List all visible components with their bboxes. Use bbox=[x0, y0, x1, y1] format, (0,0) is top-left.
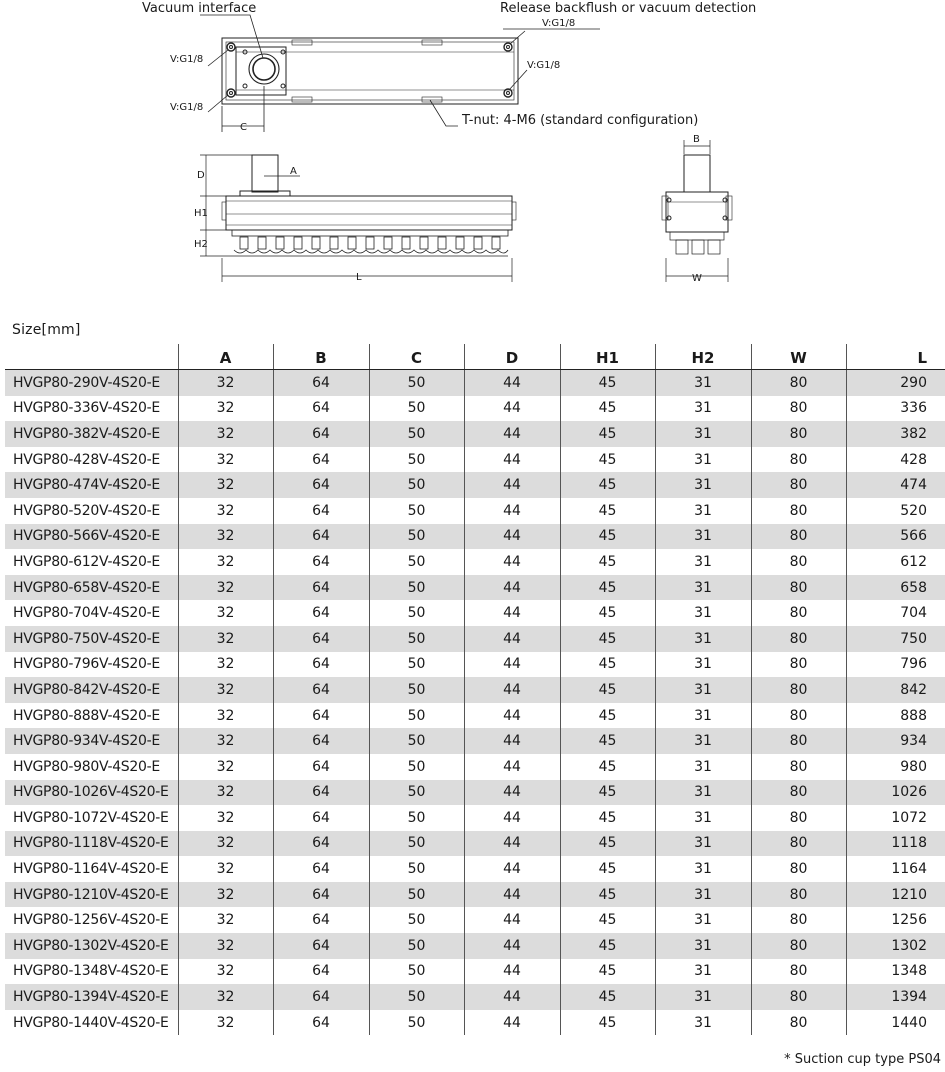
value-cell: 32 bbox=[178, 447, 273, 473]
value-cell: 44 bbox=[464, 652, 560, 678]
value-cell: 80 bbox=[751, 447, 846, 473]
vg-left-bottom-label: V:G1/8 bbox=[170, 102, 204, 113]
table-row bbox=[5, 933, 945, 959]
value-cell: 31 bbox=[655, 907, 751, 933]
value-cell: 64 bbox=[273, 600, 369, 626]
value-cell: 336 bbox=[846, 396, 945, 422]
value-cell: 64 bbox=[273, 677, 369, 703]
table-row bbox=[5, 856, 945, 882]
value-cell: 80 bbox=[751, 728, 846, 754]
value-cell: 888 bbox=[846, 703, 945, 729]
value-cell: 44 bbox=[464, 882, 560, 908]
value-cell: 50 bbox=[369, 370, 464, 396]
value-cell: 44 bbox=[464, 472, 560, 498]
table-row bbox=[5, 549, 945, 575]
value-cell: 44 bbox=[464, 600, 560, 626]
model-cell: HVGP80-1440V-4S20-E bbox=[13, 1014, 169, 1031]
spec-table bbox=[5, 344, 945, 1035]
value-cell: 64 bbox=[273, 1010, 369, 1036]
value-cell: 45 bbox=[560, 1010, 655, 1036]
value-cell: 45 bbox=[560, 780, 655, 806]
value-cell: 32 bbox=[178, 907, 273, 933]
table-row bbox=[5, 472, 945, 498]
value-cell: 64 bbox=[273, 652, 369, 678]
value-cell: 566 bbox=[846, 524, 945, 550]
table-row bbox=[5, 780, 945, 806]
value-cell: 44 bbox=[464, 549, 560, 575]
value-cell: 80 bbox=[751, 626, 846, 652]
value-cell: 64 bbox=[273, 907, 369, 933]
value-cell: 31 bbox=[655, 959, 751, 985]
table-row bbox=[5, 805, 945, 831]
value-cell: 80 bbox=[751, 549, 846, 575]
value-cell: 32 bbox=[178, 498, 273, 524]
value-cell: 44 bbox=[464, 524, 560, 550]
value-cell: 31 bbox=[655, 882, 751, 908]
value-cell: 50 bbox=[369, 524, 464, 550]
value-cell: 80 bbox=[751, 933, 846, 959]
value-cell: 64 bbox=[273, 984, 369, 1010]
table-row bbox=[5, 396, 945, 422]
value-cell: 32 bbox=[178, 780, 273, 806]
value-cell: 1072 bbox=[846, 805, 945, 831]
front-view bbox=[222, 155, 516, 236]
value-cell: 80 bbox=[751, 600, 846, 626]
value-cell: 44 bbox=[464, 1010, 560, 1036]
column-header: A bbox=[178, 344, 273, 370]
value-cell: 50 bbox=[369, 703, 464, 729]
value-cell: 50 bbox=[369, 396, 464, 422]
value-cell: 31 bbox=[655, 805, 751, 831]
value-cell: 44 bbox=[464, 626, 560, 652]
model-cell: HVGP80-888V-4S20-E bbox=[13, 707, 160, 724]
value-cell: 31 bbox=[655, 780, 751, 806]
value-cell: 80 bbox=[751, 1010, 846, 1036]
value-cell: 31 bbox=[655, 754, 751, 780]
value-cell: 50 bbox=[369, 447, 464, 473]
value-cell: 31 bbox=[655, 728, 751, 754]
value-cell: 64 bbox=[273, 703, 369, 729]
value-cell: 32 bbox=[178, 626, 273, 652]
value-cell: 64 bbox=[273, 575, 369, 601]
table-row bbox=[5, 626, 945, 652]
column-header bbox=[5, 344, 178, 370]
value-cell: 44 bbox=[464, 959, 560, 985]
model-cell: HVGP80-428V-4S20-E bbox=[13, 451, 160, 468]
column-header: W bbox=[751, 344, 846, 370]
table-row bbox=[5, 959, 945, 985]
value-cell: 50 bbox=[369, 780, 464, 806]
value-cell: 45 bbox=[560, 472, 655, 498]
value-cell: 45 bbox=[560, 831, 655, 857]
value-cell: 382 bbox=[846, 421, 945, 447]
table-row bbox=[5, 370, 945, 396]
table-row bbox=[5, 882, 945, 908]
value-cell: 45 bbox=[560, 498, 655, 524]
column-header: C bbox=[369, 344, 464, 370]
value-cell: 45 bbox=[560, 754, 655, 780]
model-cell: HVGP80-1210V-4S20-E bbox=[5, 882, 178, 908]
model-cell: HVGP80-1256V-4S20-E bbox=[13, 912, 169, 929]
side-view bbox=[662, 140, 732, 282]
value-cell: 44 bbox=[464, 421, 560, 447]
value-cell: 32 bbox=[178, 856, 273, 882]
value-cell: 32 bbox=[178, 472, 273, 498]
value-cell: 44 bbox=[464, 856, 560, 882]
value-cell: 428 bbox=[846, 447, 945, 473]
value-cell: 64 bbox=[273, 856, 369, 882]
value-cell: 50 bbox=[369, 933, 464, 959]
table-row bbox=[5, 754, 945, 780]
value-cell: 44 bbox=[464, 728, 560, 754]
value-cell: 45 bbox=[560, 703, 655, 729]
value-cell: 45 bbox=[560, 626, 655, 652]
value-cell: 31 bbox=[655, 1010, 751, 1036]
value-cell: 31 bbox=[655, 524, 751, 550]
value-cell: 474 bbox=[846, 472, 945, 498]
value-cell: 80 bbox=[751, 524, 846, 550]
value-cell: 45 bbox=[560, 933, 655, 959]
value-cell: 32 bbox=[178, 421, 273, 447]
model-cell: HVGP80-934V-4S20-E bbox=[5, 728, 178, 754]
value-cell: 45 bbox=[560, 907, 655, 933]
model-cell: HVGP80-1164V-4S20-E bbox=[13, 861, 169, 878]
value-cell: 704 bbox=[846, 600, 945, 626]
value-cell: 1026 bbox=[846, 780, 945, 806]
value-cell: 32 bbox=[178, 370, 273, 396]
value-cell: 50 bbox=[369, 1010, 464, 1036]
value-cell: 32 bbox=[178, 882, 273, 908]
value-cell: 64 bbox=[273, 959, 369, 985]
value-cell: 64 bbox=[273, 396, 369, 422]
value-cell: 44 bbox=[464, 907, 560, 933]
value-cell: 44 bbox=[464, 396, 560, 422]
value-cell: 32 bbox=[178, 805, 273, 831]
table-row bbox=[5, 677, 945, 703]
model-cell: HVGP80-842V-4S20-E bbox=[5, 677, 178, 703]
value-cell: 44 bbox=[464, 575, 560, 601]
corner-ports bbox=[227, 43, 512, 97]
value-cell: 50 bbox=[369, 959, 464, 985]
value-cell: 31 bbox=[655, 703, 751, 729]
value-cell: 32 bbox=[178, 984, 273, 1010]
suction-cups bbox=[232, 237, 508, 256]
value-cell: 44 bbox=[464, 754, 560, 780]
value-cell: 31 bbox=[655, 421, 751, 447]
value-cell: 64 bbox=[273, 549, 369, 575]
value-cell: 64 bbox=[273, 831, 369, 857]
table-row bbox=[5, 498, 945, 524]
model-cell: HVGP80-290V-4S20-E bbox=[5, 370, 178, 396]
tnut-label: T-nut: 4-M6 (standard configuration) bbox=[462, 113, 699, 128]
value-cell: 50 bbox=[369, 831, 464, 857]
value-cell: 45 bbox=[560, 549, 655, 575]
value-cell: 80 bbox=[751, 652, 846, 678]
value-cell: 45 bbox=[560, 370, 655, 396]
value-cell: 44 bbox=[464, 780, 560, 806]
value-cell: 64 bbox=[273, 805, 369, 831]
model-cell: HVGP80-704V-4S20-E bbox=[13, 605, 160, 622]
value-cell: 50 bbox=[369, 600, 464, 626]
value-cell: 45 bbox=[560, 575, 655, 601]
model-cell: HVGP80-796V-4S20-E bbox=[13, 656, 160, 673]
value-cell: 45 bbox=[560, 882, 655, 908]
value-cell: 520 bbox=[846, 498, 945, 524]
table-row bbox=[5, 831, 945, 857]
column-header: D bbox=[464, 344, 560, 370]
value-cell: 31 bbox=[655, 549, 751, 575]
value-cell: 80 bbox=[751, 396, 846, 422]
value-cell: 32 bbox=[178, 728, 273, 754]
table-row bbox=[5, 524, 945, 550]
model-cell: HVGP80-1118V-4S20-E bbox=[5, 831, 178, 857]
value-cell: 1440 bbox=[846, 1010, 945, 1036]
value-cell: 45 bbox=[560, 600, 655, 626]
value-cell: 32 bbox=[178, 933, 273, 959]
value-cell: 50 bbox=[369, 882, 464, 908]
column-header: H2 bbox=[655, 344, 751, 370]
vg-right-label: V:G1/8 bbox=[527, 60, 561, 71]
model-cell: HVGP80-382V-4S20-E bbox=[5, 421, 178, 447]
value-cell: 658 bbox=[846, 575, 945, 601]
value-cell: 45 bbox=[560, 421, 655, 447]
table-row bbox=[5, 1010, 945, 1036]
value-cell: 80 bbox=[751, 984, 846, 1010]
value-cell: 32 bbox=[178, 549, 273, 575]
value-cell: 32 bbox=[178, 600, 273, 626]
model-cell: HVGP80-750V-4S20-E bbox=[5, 626, 178, 652]
value-cell: 50 bbox=[369, 421, 464, 447]
value-cell: 80 bbox=[751, 370, 846, 396]
table-header-row bbox=[5, 344, 945, 370]
value-cell: 45 bbox=[560, 396, 655, 422]
value-cell: 45 bbox=[560, 856, 655, 882]
model-cell: HVGP80-1394V-4S20-E bbox=[5, 984, 178, 1010]
technical-drawing bbox=[0, 0, 945, 300]
value-cell: 32 bbox=[178, 575, 273, 601]
vacuum-port-icon bbox=[243, 50, 285, 88]
value-cell: 50 bbox=[369, 728, 464, 754]
table-row bbox=[5, 421, 945, 447]
value-cell: 80 bbox=[751, 754, 846, 780]
value-cell: 64 bbox=[273, 421, 369, 447]
table-row bbox=[5, 600, 945, 626]
value-cell: 1210 bbox=[846, 882, 945, 908]
value-cell: 80 bbox=[751, 959, 846, 985]
value-cell: 31 bbox=[655, 575, 751, 601]
table-row bbox=[5, 447, 945, 473]
value-cell: 50 bbox=[369, 472, 464, 498]
dim-l-label: L bbox=[356, 272, 362, 283]
model-cell: HVGP80-658V-4S20-E bbox=[5, 575, 178, 601]
value-cell: 31 bbox=[655, 652, 751, 678]
dim-a-label: A bbox=[290, 166, 297, 177]
value-cell: 45 bbox=[560, 728, 655, 754]
value-cell: 1348 bbox=[846, 959, 945, 985]
value-cell: 64 bbox=[273, 524, 369, 550]
value-cell: 80 bbox=[751, 575, 846, 601]
size-label: Size[mm] bbox=[12, 322, 81, 338]
value-cell: 32 bbox=[178, 677, 273, 703]
table-row bbox=[5, 907, 945, 933]
value-cell: 750 bbox=[846, 626, 945, 652]
value-cell: 50 bbox=[369, 984, 464, 1010]
value-cell: 1118 bbox=[846, 831, 945, 857]
vacuum-interface-label: Vacuum interface bbox=[142, 1, 257, 16]
model-cell: HVGP80-612V-4S20-E bbox=[13, 553, 160, 570]
dim-d-label: D bbox=[197, 170, 205, 181]
dim-c-label: C bbox=[240, 122, 247, 133]
value-cell: 50 bbox=[369, 575, 464, 601]
value-cell: 80 bbox=[751, 907, 846, 933]
value-cell: 31 bbox=[655, 626, 751, 652]
footnote: * Suction cup type PS04 bbox=[784, 1052, 941, 1067]
table-row bbox=[5, 575, 945, 601]
front-dims bbox=[200, 155, 512, 282]
value-cell: 44 bbox=[464, 933, 560, 959]
value-cell: 64 bbox=[273, 754, 369, 780]
value-cell: 32 bbox=[178, 652, 273, 678]
value-cell: 31 bbox=[655, 600, 751, 626]
value-cell: 44 bbox=[464, 677, 560, 703]
value-cell: 32 bbox=[178, 703, 273, 729]
value-cell: 32 bbox=[178, 396, 273, 422]
value-cell: 64 bbox=[273, 370, 369, 396]
value-cell: 80 bbox=[751, 882, 846, 908]
value-cell: 44 bbox=[464, 805, 560, 831]
value-cell: 50 bbox=[369, 677, 464, 703]
value-cell: 64 bbox=[273, 728, 369, 754]
value-cell: 44 bbox=[464, 447, 560, 473]
table-row bbox=[5, 984, 945, 1010]
value-cell: 31 bbox=[655, 856, 751, 882]
model-cell: HVGP80-980V-4S20-E bbox=[13, 758, 160, 775]
value-cell: 50 bbox=[369, 498, 464, 524]
value-cell: 980 bbox=[846, 754, 945, 780]
model-cell: HVGP80-474V-4S20-E bbox=[5, 472, 178, 498]
value-cell: 1302 bbox=[846, 933, 945, 959]
value-cell: 934 bbox=[846, 728, 945, 754]
model-cell: HVGP80-520V-4S20-E bbox=[13, 502, 160, 519]
model-cell: HVGP80-1026V-4S20-E bbox=[5, 780, 178, 806]
value-cell: 50 bbox=[369, 856, 464, 882]
vg-left-top-label: V:G1/8 bbox=[170, 54, 204, 65]
value-cell: 80 bbox=[751, 831, 846, 857]
value-cell: 32 bbox=[178, 524, 273, 550]
table-row bbox=[5, 703, 945, 729]
value-cell: 31 bbox=[655, 677, 751, 703]
value-cell: 50 bbox=[369, 754, 464, 780]
value-cell: 64 bbox=[273, 882, 369, 908]
value-cell: 612 bbox=[846, 549, 945, 575]
value-cell: 64 bbox=[273, 498, 369, 524]
dim-h2-label: H2 bbox=[194, 239, 208, 250]
value-cell: 44 bbox=[464, 984, 560, 1010]
value-cell: 32 bbox=[178, 754, 273, 780]
value-cell: 45 bbox=[560, 984, 655, 1010]
dim-h1-label: H1 bbox=[194, 208, 208, 219]
value-cell: 80 bbox=[751, 472, 846, 498]
value-cell: 50 bbox=[369, 907, 464, 933]
value-cell: 32 bbox=[178, 831, 273, 857]
value-cell: 290 bbox=[846, 370, 945, 396]
dim-b-label: B bbox=[693, 134, 700, 145]
value-cell: 842 bbox=[846, 677, 945, 703]
vg-top-label: V:G1/8 bbox=[542, 18, 576, 29]
value-cell: 45 bbox=[560, 524, 655, 550]
value-cell: 64 bbox=[273, 626, 369, 652]
value-cell: 64 bbox=[273, 472, 369, 498]
value-cell: 50 bbox=[369, 549, 464, 575]
value-cell: 80 bbox=[751, 805, 846, 831]
value-cell: 32 bbox=[178, 959, 273, 985]
value-cell: 80 bbox=[751, 421, 846, 447]
value-cell: 64 bbox=[273, 447, 369, 473]
value-cell: 64 bbox=[273, 933, 369, 959]
model-cell: HVGP80-1348V-4S20-E bbox=[13, 963, 169, 980]
value-cell: 31 bbox=[655, 933, 751, 959]
value-cell: 31 bbox=[655, 984, 751, 1010]
top-view bbox=[222, 38, 518, 104]
value-cell: 80 bbox=[751, 780, 846, 806]
value-cell: 31 bbox=[655, 370, 751, 396]
value-cell: 64 bbox=[273, 780, 369, 806]
value-cell: 32 bbox=[178, 1010, 273, 1036]
table-body bbox=[5, 370, 945, 1036]
value-cell: 50 bbox=[369, 626, 464, 652]
value-cell: 44 bbox=[464, 370, 560, 396]
value-cell: 80 bbox=[751, 856, 846, 882]
value-cell: 45 bbox=[560, 447, 655, 473]
value-cell: 50 bbox=[369, 652, 464, 678]
value-cell: 31 bbox=[655, 472, 751, 498]
model-cell: HVGP80-566V-4S20-E bbox=[5, 524, 178, 550]
value-cell: 80 bbox=[751, 703, 846, 729]
value-cell: 45 bbox=[560, 677, 655, 703]
model-cell: HVGP80-1302V-4S20-E bbox=[5, 933, 178, 959]
column-header: B bbox=[273, 344, 369, 370]
column-header: L bbox=[846, 344, 945, 370]
value-cell: 44 bbox=[464, 703, 560, 729]
value-cell: 31 bbox=[655, 447, 751, 473]
model-cell: HVGP80-1072V-4S20-E bbox=[13, 809, 169, 826]
value-cell: 80 bbox=[751, 677, 846, 703]
table-row bbox=[5, 728, 945, 754]
model-cell: HVGP80-336V-4S20-E bbox=[13, 400, 160, 417]
value-cell: 45 bbox=[560, 805, 655, 831]
value-cell: 31 bbox=[655, 498, 751, 524]
value-cell: 44 bbox=[464, 498, 560, 524]
value-cell: 45 bbox=[560, 652, 655, 678]
value-cell: 80 bbox=[751, 498, 846, 524]
table-row bbox=[5, 652, 945, 678]
value-cell: 45 bbox=[560, 959, 655, 985]
dim-w-label: W bbox=[692, 273, 702, 284]
value-cell: 31 bbox=[655, 396, 751, 422]
release-label: Release backflush or vacuum detection bbox=[500, 1, 757, 16]
value-cell: 796 bbox=[846, 652, 945, 678]
value-cell: 31 bbox=[655, 831, 751, 857]
value-cell: 1394 bbox=[846, 984, 945, 1010]
value-cell: 1256 bbox=[846, 907, 945, 933]
column-header: H1 bbox=[560, 344, 655, 370]
value-cell: 1164 bbox=[846, 856, 945, 882]
value-cell: 50 bbox=[369, 805, 464, 831]
value-cell: 44 bbox=[464, 831, 560, 857]
